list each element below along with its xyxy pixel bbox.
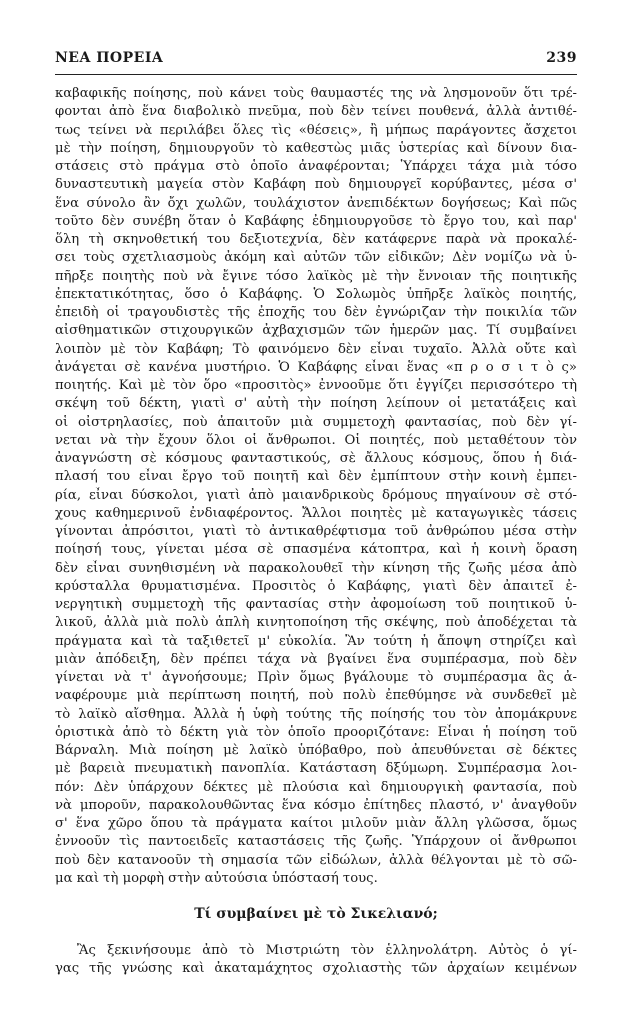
text-line: ὁριστικὰ ἀπὸ τὸ δέκτη γιὰ τὸν ὁποῖο προοριζότανε: Εἶναι ἡ ποίηση τοῦ [55, 724, 577, 740]
body-paragraph-1 [55, 85, 577, 888]
text-line: ἐπειδὴ οἱ τραγουδιστὲς τῆς ἐποχῆς του δὲν ἐγνώριζαν τὴν ποικιλία τῶν [55, 305, 577, 320]
page-number: 239 [546, 50, 577, 66]
text-line: γας τῆς γνώσης καὶ ἀκαταμάχητος σχολιαστὴς τῶν ἀρχαίων κειμένων [55, 961, 577, 977]
running-header [55, 50, 577, 72]
text-line: ἐπεκτατικότητας, ὅσο ὁ Καβάφης. Ὁ Σολωμὸς ὑπῆρξε λαϊκὸς ποιητής, [55, 286, 577, 302]
text-line: μὲ βαρειὰ πνευματικὴ πανοπλία. Κατάσταση δξύμωρη. Συμπέρασμα λοι- [55, 761, 577, 777]
text-line: δὲν εἶναι συνηθισμένη νὰ παρακολουθεῖ τὴν κίνηση τῆς ζωῆς μέσα ἀπὸ [55, 560, 577, 576]
text-line: πῆρξε ποιητὴς ποὺ νὰ ἔγινε τόσο λαϊκὸς μὲ τὴν ἔννοιαν τῆς ποιητικῆς [55, 268, 577, 284]
document-page [55, 50, 577, 979]
body-paragraph-2 [55, 942, 577, 979]
text-line: νεργητικὴ συμμετοχὴ τῆς φαντασίας στὴν ἀφομοίωση τοῦ ποιητικοῦ ὑ- [55, 597, 577, 612]
text-line: ὅλη τὴ σκηνοθετική του δεξιοτεχνία, δὲν κατάφερνε παρὰ νὰ προκαλέ- [55, 232, 577, 247]
text-line: ποίησή τους, γίνεται μέσα σὲ σπασμένα κάτοπτρα, καὶ ἡ κοινὴ ὅραση [55, 542, 577, 558]
text-line: καβαφικῆς ποίησης, ποὺ κάνει τοὺς θαυμαστές της νὰ λησμονοῦν ὅτι τρέ- [55, 86, 577, 101]
text-line: Ἂς ξεκινήσουμε ἀπὸ τὸ Μιστριώτη τὸν ἑλληνολάτρη. Αὐτὸς ὁ γί- [77, 943, 577, 958]
text-line: ναφέρουμε μιὰ περίπτωση ποιητή, ποὺ πολὺ ἐπεθύμησε νὰ συνδεθεῖ μὲ [55, 688, 577, 704]
text-line: λοιπὸν μὲ τὸν Καβάφη; Τὸ φαινόμενο δὲν εἶναι τυχαῖο. Ἀλλὰ οὔτε καὶ [55, 341, 577, 357]
text-line: σκέψη τοῦ δέκτη, γιατὶ σ' αὐτὴ τὴν ποίηση λείπουν οἱ μετατάξεις καὶ [55, 396, 577, 412]
text-line: ἀνάγεται σὲ κανένα μυστήριο. Ὁ Καβάφης εἶναι ἕνας «π ρ ο σ ι τ ὸ ς» [55, 359, 577, 375]
text-line: σει τοὺς σχετλιασμοὺς ἀκόμη καὶ αὐτῶν τῶν εἰδικῶν; Δὲν νομίζω νὰ ὑ- [55, 250, 577, 266]
text-line: λικοῦ, ἀλλὰ μιὰ πολὺ ἁπλὴ κινητοποίηση τῆς σκέψης, ποὺ ἀποδέχεται τὰ [55, 615, 577, 631]
text-line: μα καὶ τὴ μορφὴ στὴν αὐτούσια ὑπόστασή τους. [55, 870, 378, 886]
text-line: νὰ μποροῦν, παρακολουθῶντας ἕνα κόσμο ἐπίτηδες πλαστό, ν' ἀναγθοῦν [55, 797, 577, 813]
text-line: Βάρναλη. Μιὰ ποίηση μὲ λαϊκὸ ὑπόβαθρο, ποὺ ἀπευθύνεται σὲ δέκτες [55, 743, 577, 758]
text-line: τως τείνει νὰ περιλάβει ὅλες τὶς «θέσεις», ἢ μήπως παράγοντες ἄσχετοι [55, 122, 577, 138]
text-line: σ' ἕνα χῶρο ὅπου τὰ πράγματα καίτοι μιλοῦν μιὰν ἄλλη γλῶσσα, ὅμως [55, 816, 577, 831]
text-line: πλασή του εἶναι ἔργο τοῦ ποιητῆ καὶ δὲν ἐμπίπτουν στὴν κοινὴ ἐμπει- [55, 469, 577, 485]
text-line: τὸ λαϊκὸ αἴσθημα. Ἀλλὰ ἡ ὑφὴ τούτης τῆς ποίησής του τὸν ἀπομάκρυνε [55, 706, 577, 722]
text-line: γίνεται νὰ τ' ἀγνοήσουμε; Πρὶν ὅμως βγάλουμε τὸ συμπέρασμα ἂς ἀ- [55, 670, 577, 685]
text-line: ποὺ δὲν κατανοοῦν τὴ σημασία τῶν εἰδώλων, ἀλλὰ θέλγονται μὲ τὸ σῶ- [55, 852, 577, 868]
text-line: μὲ τὴν ποίηση, δημιουργοῦν τὸ καθεστὼς μιᾶς ὑστερίας καὶ δίνουν δια- [55, 140, 577, 156]
text-line: φονται ἀπὸ ἕνα διαβολικὸ πνεῦμα, ποὺ δὲν τείνει πουθενά, ἀλλὰ ἀντιθέ- [55, 104, 577, 120]
text-line: νεται νὰ τὴν ἔχουν ὅλοι οἱ ἄνθρωποι. Οἱ ποιητές, ποὺ μεταθέτουν τὸν [55, 432, 577, 448]
text-line: ἕνα σύνολο ἂν ὄχι χωλῶν, τουλάχιστον ἀνεπιδέκτων δογήσεως; Καὶ πῶς [55, 195, 577, 211]
text-line: χους καθημερινοῦ ἐνδιαφέροντος. Ἄλλοι ποιητὲς μὲ καταγωγικὲς τάσεις [55, 505, 577, 521]
text-line: ποιητής. Καὶ μὲ τὸν ὅρο «προσιτὸς» ἐννοοῦμε ὅτι ἐγγίζει περισσότερο τὴ [55, 378, 577, 393]
section-heading: Τί συμβαίνει μὲ τὸ Σικελιανό; [194, 906, 438, 922]
text-line: ρία, εἶναι δύσκολοι, γιατὶ ἀπὸ μαιανδρικοὺς δρόμους πηγαίνουν σὲ στό- [55, 487, 577, 503]
text-line: κρύσταλλα θρυματισμένα. Προσιτὸς ὁ Καβάφης, γιατὶ δὲν ἀπαιτεῖ ἐ- [55, 578, 577, 594]
text-line: πόν: Δὲν ὑπάρχουν δέκτες μὲ πλούσια καὶ δημιουργικὴ φαντασία, ποὺ [55, 779, 577, 795]
text-line: δυναστευτικὴ μαγεία στὸν Καβάφη ποὺ δημιουργεῖ κορύβαντες, μέσα σ' [55, 177, 577, 193]
text-line: στάσεις στὸ πράγμα στὸ ὁποῖο ἀναφέρονται; Ὑπάρχει τάχα μιὰ τόσο [55, 159, 577, 174]
text-line: γίνονται ἀπρόσιτοι, γιατὶ τὸ ἀντικαθρέφτισμα τοῦ ἀνθρώπου μέσα στὴν [55, 524, 577, 539]
text-line: τοῦτο δὲν συνέβη ὅταν ὁ Καβάφης ἐδημιουργοῦσε τὸ ἔργο του, καὶ παρ' [55, 213, 577, 229]
text-line: πράγματα καὶ τὰ ταξιθετεῖ μ' εὐκολία. Ἂν τούτη ἡ ἄποψη στηρίζει καὶ [55, 633, 577, 649]
text-line: ἐννοοῦν τὶς παντοειδεῖς καταστάσεις τῆς ζωῆς. Ὑπάρχουν οἱ ἄνθρωποι [55, 834, 577, 850]
text-line: ἀναγνώστη σὲ κόσμους φανταστικούς, σὲ ἄλλους κόσμους, ὅπου ἡ διά- [55, 451, 577, 466]
header-rule [55, 74, 577, 75]
text-line: μιὰν ἀπόδειξη, δὲν πρέπει τάχα νὰ βγαίνει ἕνα συμπέρασμα, ποὺ δὲν [55, 651, 577, 667]
journal-title: ΝΕΑ ΠΟΡΕΙΑ [55, 50, 164, 66]
text-line: αἰσθηματικῶν στιχουργικῶν ἀχβαχισμῶν τῶν ἡμερῶν μας. Τί συμβαίνει [55, 323, 577, 339]
text-line: οἱ οἰστρηλασίες, ποὺ ἀπαιτοῦν μιὰ συμμετοχὴ φαντασίας, ποὺ δὲν γί- [55, 414, 577, 430]
